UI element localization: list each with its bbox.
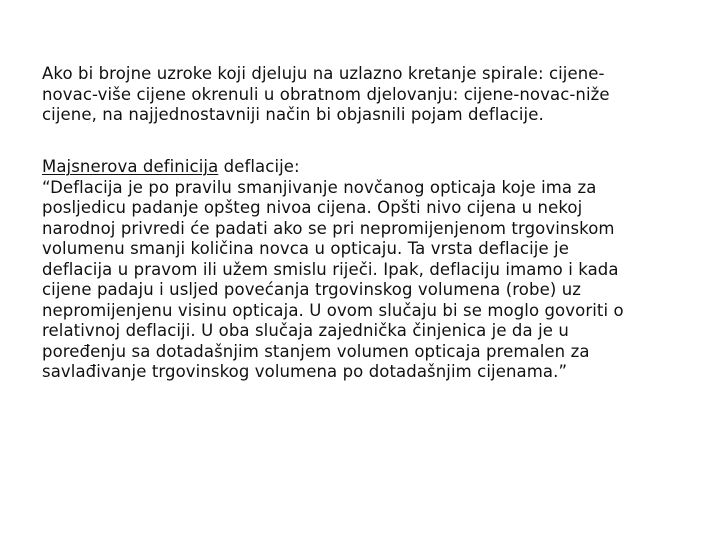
definition-term: Majsnerova definicija	[42, 157, 219, 176]
intro-paragraph: Ako bi brojne uzroke koji djeluju na uzlazno kretanje spirale: cijene- novac-više cijene okrenuli u obratnom djelovanju: cijene-novac-niže cijene, na najjednostavniji način bi objasnili pojam deflacije.	[42, 64, 610, 124]
definition-suffix: deflacije:	[218, 157, 300, 176]
definition-block	[42, 137, 672, 383]
slide-body	[42, 64, 672, 383]
definition-quote: “Deflacija je po pravilu smanjivanje novčanog opticaja koje ima za posljedicu padanje opšteg nivoa cijena. Opšti nivo cijena u nekoj narodnoj privredi će padati ako se pri nepromijenjenom trgovinskom volumenu smanji količina novca u opticaju. Ta vrsta deflacije je deflacija u pravom ili užem smislu riječi. Ipak, deflaciju imamo i kada cijene padaju i usljed povećanja trgovinskog volumena (robe) uz nepromijenjenu visinu opticaja. U ovom slučaju bi se moglo govoriti o relativnoj deflaciji. U oba slučaja zajednička činjenica je da je u poređenju sa dotadašnjim stanjem volumen opticaja premalen za savlađivanje trgovinskog volumena po dotadašnjim cijenama.”	[42, 177, 624, 381]
definition-heading	[42, 157, 672, 178]
